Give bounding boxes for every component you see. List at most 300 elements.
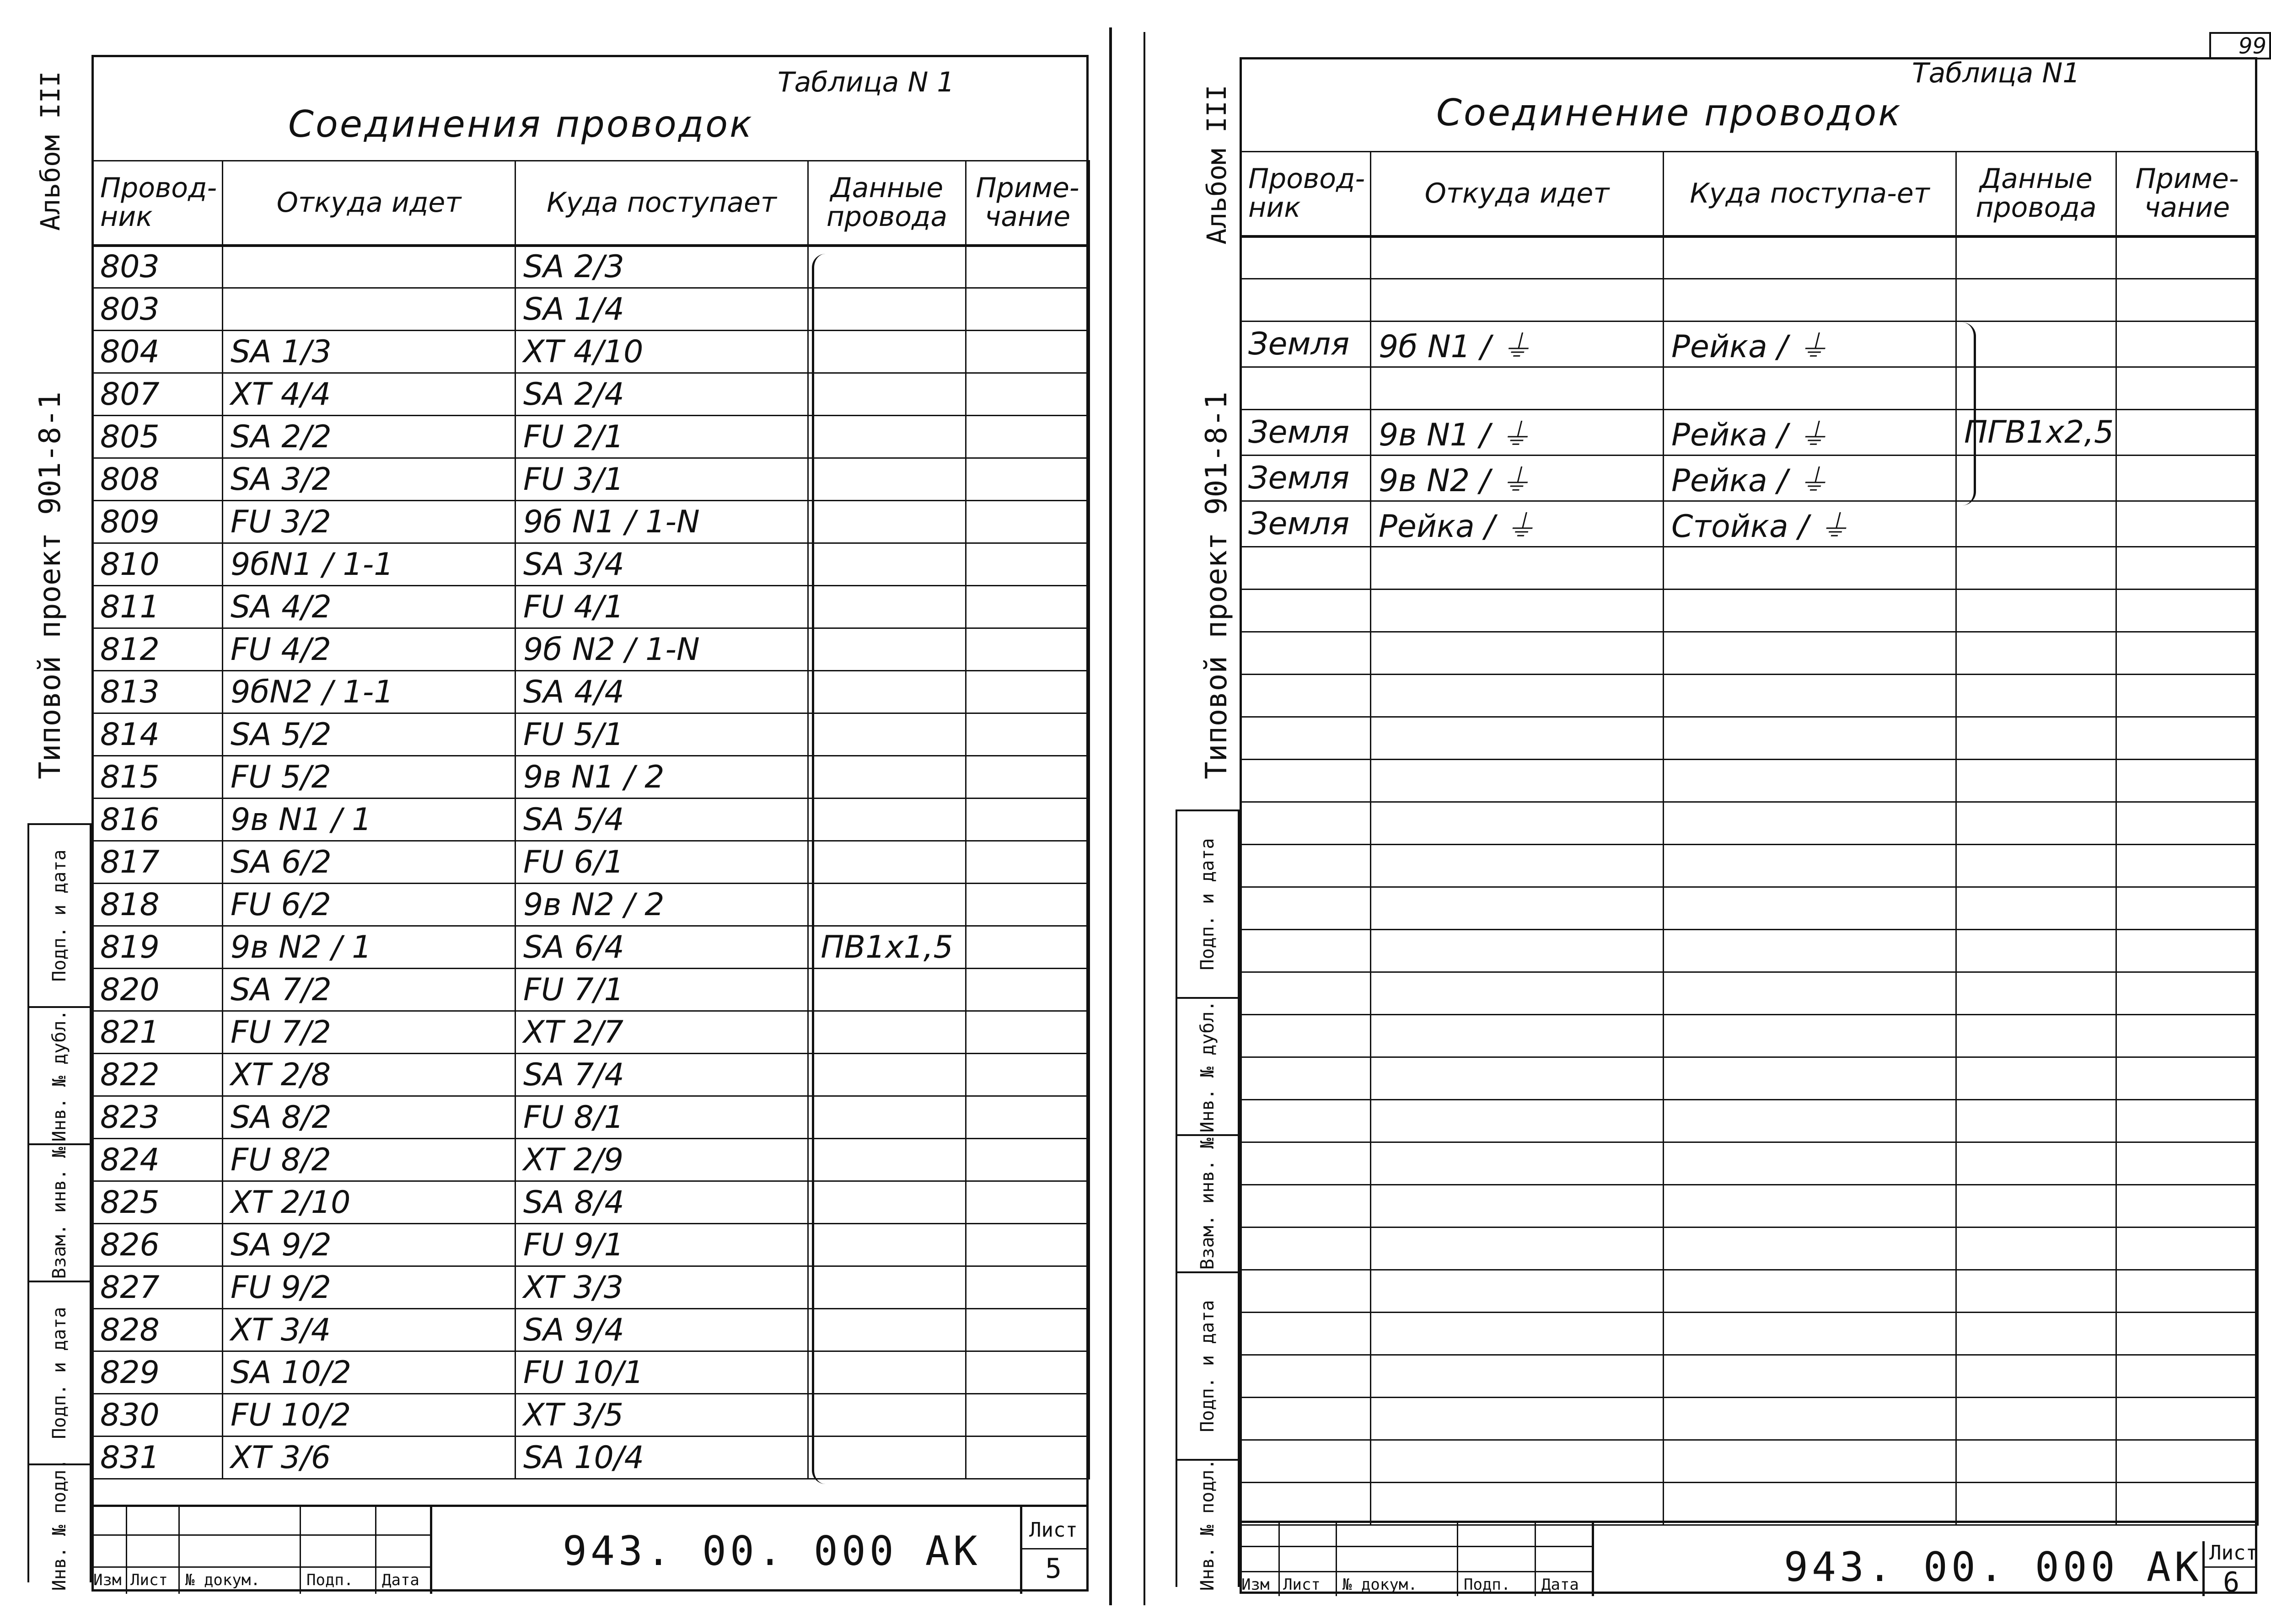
wire-cell [1240, 632, 1371, 675]
wire-cell: 829 [92, 1351, 223, 1394]
table-row [1240, 456, 2258, 501]
table-row [92, 543, 1090, 586]
note-cell [2116, 501, 2258, 547]
from-cell: 9бN1 / 1-1 [223, 543, 515, 586]
note-cell [966, 246, 1090, 288]
table-row [92, 969, 1090, 1011]
wire-cell: 818 [92, 884, 223, 926]
data-cell [1956, 1440, 2116, 1483]
table-row [92, 1011, 1090, 1054]
table-row [1240, 632, 2258, 675]
left-sheet [0, 0, 1098, 1624]
to-cell: XT 4/10 [515, 331, 808, 373]
from-cell: 9в N2 / 1 [223, 926, 515, 969]
from-cell: SA 2/2 [223, 416, 515, 458]
title-block-line [1240, 1546, 1592, 1547]
stamp-caption: Дата [382, 1571, 419, 1589]
wire-cell [1240, 367, 1371, 410]
to-cell: SA 10/4 [515, 1436, 808, 1479]
wire-cell [1240, 1015, 1371, 1057]
stamp-caption: Лист [1283, 1576, 1321, 1594]
sheet-label: Лист [1029, 1518, 1078, 1542]
from-cell [1371, 675, 1664, 717]
note-cell [2116, 1185, 2258, 1227]
to-cell: Стойка / ⏚ [1664, 501, 1956, 547]
from-cell: SA 10/2 [223, 1351, 515, 1394]
from-cell: XT 2/8 [223, 1054, 515, 1096]
note-cell [966, 458, 1090, 501]
to-cell: FU 9/1 [515, 1224, 808, 1266]
to-cell [1664, 717, 1956, 760]
from-cell [1371, 632, 1664, 675]
note-cell [2116, 845, 2258, 887]
note-cell [966, 416, 1090, 458]
table-row [92, 373, 1090, 416]
from-cell: FU 6/2 [223, 884, 515, 926]
wire-cell: 827 [92, 1266, 223, 1309]
note-cell [2116, 717, 2258, 760]
side-stamp-cell: Подп. и дата [1177, 811, 1238, 999]
wire-cell: 812 [92, 628, 223, 671]
to-cell: FU 3/1 [515, 458, 808, 501]
to-cell: XT 3/3 [515, 1266, 808, 1309]
to-cell: SA 9/4 [515, 1309, 808, 1351]
note-cell [2116, 1355, 2258, 1398]
to-cell: SA 7/4 [515, 1054, 808, 1096]
from-cell: SA 3/2 [223, 458, 515, 501]
data-brace [1955, 322, 1976, 505]
from-cell [1371, 802, 1664, 845]
to-cell [1664, 675, 1956, 717]
note-cell [2116, 1440, 2258, 1483]
table-row [1240, 1100, 2258, 1142]
wire-cell [1240, 930, 1371, 972]
document-number: 943. 00. 000 АК [1784, 1544, 2202, 1591]
table-row [92, 458, 1090, 501]
table-row [92, 1351, 1090, 1394]
album-label-strip [27, 55, 73, 247]
wire-cell: 810 [92, 543, 223, 586]
from-cell [1371, 972, 1664, 1015]
table-row [1240, 717, 2258, 760]
project-label: Типовой проект 901-8-1 [1200, 391, 1234, 779]
wire-cell [1240, 717, 1371, 760]
wire-cell [1240, 1057, 1371, 1100]
wire-cell [1240, 675, 1371, 717]
corner-page-number: 99 [2209, 32, 2271, 59]
title-block-line [430, 1507, 432, 1594]
from-cell: FU 5/2 [223, 756, 515, 799]
right-sheet [1144, 0, 2271, 1624]
to-cell [1664, 632, 1956, 675]
data-cell [1956, 1185, 2116, 1227]
note-cell [966, 1011, 1090, 1054]
note-cell [2116, 279, 2258, 322]
note-cell [2116, 1142, 2258, 1185]
wire-cell: 820 [92, 969, 223, 1011]
to-cell: SA 2/3 [515, 246, 808, 288]
title-block-line [1535, 1523, 1536, 1596]
from-cell: FU 9/2 [223, 1266, 515, 1309]
to-cell [1664, 1185, 1956, 1227]
to-cell: SA 5/4 [515, 799, 808, 841]
header-wire: Провод-ник [1240, 152, 1371, 236]
note-cell [966, 884, 1090, 926]
note-cell [966, 841, 1090, 884]
table-row [92, 926, 1090, 969]
table-row [92, 1394, 1090, 1436]
from-cell [1371, 887, 1664, 930]
sheet-divider [1109, 27, 1112, 1605]
wire-cell [1240, 1440, 1371, 1483]
note-cell [2116, 410, 2258, 456]
from-cell: XT 2/10 [223, 1181, 515, 1224]
note-cell [966, 373, 1090, 416]
data-cell [1956, 717, 2116, 760]
table-row [92, 671, 1090, 713]
note-cell [966, 331, 1090, 373]
note-cell [966, 1309, 1090, 1351]
header-to: Куда поступа-ет [1664, 152, 1956, 236]
to-cell: SA 2/4 [515, 373, 808, 416]
side-stamp-cell: Инв. № подл. [49, 1458, 70, 1591]
to-cell [1664, 930, 1956, 972]
note-cell [966, 543, 1090, 586]
data-cell [1956, 590, 2116, 632]
side-stamp [27, 823, 91, 1591]
wire-cell: 830 [92, 1394, 223, 1436]
wire-cell: 822 [92, 1054, 223, 1096]
header-to: Куда поступает [515, 161, 808, 246]
from-cell: XT 3/4 [223, 1309, 515, 1351]
from-cell [1371, 760, 1664, 802]
wire-cell [1240, 1185, 1371, 1227]
side-stamp-cell: Инв. № подл. [1197, 1458, 1218, 1591]
from-cell: 9в N2 / ⏚ [1371, 456, 1664, 501]
data-cell [1956, 236, 2116, 279]
to-cell: Рейка / ⏚ [1664, 322, 1956, 367]
data-cell [1956, 279, 2116, 322]
from-cell: FU 7/2 [223, 1011, 515, 1054]
note-cell [2116, 1313, 2258, 1355]
from-cell [1371, 1483, 1664, 1525]
to-cell [1664, 1227, 1956, 1270]
table-row [1240, 1270, 2258, 1313]
note-cell [2116, 590, 2258, 632]
table-row [92, 501, 1090, 543]
note-cell [2116, 632, 2258, 675]
to-cell: SA 3/4 [515, 543, 808, 586]
table-row [1240, 236, 2258, 279]
wire-cell [1240, 972, 1371, 1015]
title-block-line [126, 1507, 127, 1594]
table-row [1240, 322, 2258, 367]
table-row [1240, 279, 2258, 322]
header-data: Данные провода [1956, 152, 2116, 236]
from-cell: XT 3/6 [223, 1436, 515, 1479]
note-cell [966, 713, 1090, 756]
to-cell: Рейка / ⏚ [1664, 410, 1956, 456]
data-cell [1956, 1398, 2116, 1440]
from-cell [1371, 1313, 1664, 1355]
note-cell [966, 671, 1090, 713]
header-from: Откуда идет [223, 161, 515, 246]
wire-cell [1240, 1270, 1371, 1313]
data-cell [1956, 1270, 2116, 1313]
wire-cell: 803 [92, 288, 223, 331]
note-cell [2116, 322, 2258, 367]
table-row [92, 1436, 1090, 1479]
data-cell [1956, 972, 2116, 1015]
stamp-caption: Лист [130, 1571, 168, 1589]
side-stamp [1176, 809, 1240, 1591]
data-cell [1956, 930, 2116, 972]
wire-cell: Земля [1240, 456, 1371, 501]
note-cell [2116, 802, 2258, 845]
data-cell [1956, 1313, 2116, 1355]
data-cell [1956, 1100, 2116, 1142]
stamp-caption: № докум. [1342, 1576, 1417, 1594]
table-row [1240, 802, 2258, 845]
to-cell: 9б N2 / 1-N [515, 628, 808, 671]
data-cell [1956, 1483, 2116, 1525]
note-cell [2116, 547, 2258, 590]
to-cell [1664, 1483, 1956, 1525]
from-cell [1371, 1057, 1664, 1100]
table-row [92, 1266, 1090, 1309]
from-cell [1371, 717, 1664, 760]
to-cell: FU 4/1 [515, 586, 808, 628]
stamp-caption: Дата [1541, 1576, 1579, 1594]
table-row [92, 1096, 1090, 1139]
wire-cell: 815 [92, 756, 223, 799]
from-cell: Рейка / ⏚ [1371, 501, 1664, 547]
to-cell: FU 7/1 [515, 969, 808, 1011]
to-cell: FU 8/1 [515, 1096, 808, 1139]
note-cell [2116, 236, 2258, 279]
wire-cell: 809 [92, 501, 223, 543]
wire-cell: 813 [92, 671, 223, 713]
from-cell: SA 1/3 [223, 331, 515, 373]
title-block-line [178, 1507, 180, 1594]
from-cell [1371, 547, 1664, 590]
from-cell [1371, 1398, 1664, 1440]
to-cell [1664, 547, 1956, 590]
title-block-line [300, 1507, 301, 1594]
to-cell: 9в N2 / 2 [515, 884, 808, 926]
wire-cell: 805 [92, 416, 223, 458]
from-cell: SA 6/2 [223, 841, 515, 884]
table-row [1240, 590, 2258, 632]
wire-cell: 831 [92, 1436, 223, 1479]
side-stamp-cell: Инв. № дубл. [1177, 999, 1238, 1136]
table-row [1240, 1313, 2258, 1355]
table-title: Соединения проводок [288, 103, 754, 145]
data-cell [1956, 1057, 2116, 1100]
data-cell [1956, 1227, 2116, 1270]
to-cell [1664, 1100, 1956, 1142]
wire-cell: 817 [92, 841, 223, 884]
to-cell [1664, 887, 1956, 930]
table-row [92, 1054, 1090, 1096]
note-cell [2116, 972, 2258, 1015]
album-label: Альбом III [35, 71, 66, 231]
header-from: Откуда идет [1371, 152, 1664, 236]
from-cell: FU 4/2 [223, 628, 515, 671]
connections-table [91, 160, 1090, 1479]
table-row [92, 416, 1090, 458]
note-cell [966, 1224, 1090, 1266]
table-row [1240, 1015, 2258, 1057]
from-cell [1371, 1185, 1664, 1227]
from-cell [1371, 1015, 1664, 1057]
data-cell [1956, 845, 2116, 887]
table-row [92, 586, 1090, 628]
wire-cell: Земля [1240, 501, 1371, 547]
from-cell [223, 246, 515, 288]
wire-cell: 825 [92, 1181, 223, 1224]
table-row [1240, 1142, 2258, 1185]
table-row [1240, 1440, 2258, 1483]
to-cell [1664, 802, 1956, 845]
to-cell: FU 2/1 [515, 416, 808, 458]
note-cell [2116, 1483, 2258, 1525]
wire-cell: 803 [92, 246, 223, 288]
sheet-number: 5 [1045, 1553, 1062, 1585]
wire-cell: 828 [92, 1309, 223, 1351]
note-cell [966, 1139, 1090, 1181]
to-cell [1664, 1440, 1956, 1483]
from-cell [1371, 1440, 1664, 1483]
data-cell [1956, 887, 2116, 930]
table-row [1240, 675, 2258, 717]
stamp-caption: Подп. [306, 1571, 354, 1589]
note-cell [966, 1181, 1090, 1224]
wire-cell [1240, 1100, 1371, 1142]
to-cell [1664, 236, 1956, 279]
from-cell [1371, 1142, 1664, 1185]
side-stamp-cell: Взам. инв. № [1177, 1136, 1238, 1273]
table-title: Соединение проводок [1436, 91, 1902, 134]
note-cell [2116, 760, 2258, 802]
table-number: Таблица N1 [1912, 57, 2080, 89]
connections-table [1240, 151, 2259, 1526]
wire-cell: 807 [92, 373, 223, 416]
from-cell [223, 288, 515, 331]
note-cell [2116, 930, 2258, 972]
from-cell [1371, 845, 1664, 887]
wire-cell: 826 [92, 1224, 223, 1266]
from-cell [1371, 590, 1664, 632]
wire-cell: 816 [92, 799, 223, 841]
table-row [1240, 367, 2258, 410]
note-cell [2116, 1100, 2258, 1142]
data-brace [812, 254, 832, 1484]
data-cell [1956, 802, 2116, 845]
wire-cell [1240, 887, 1371, 930]
wire-cell: 821 [92, 1011, 223, 1054]
table-row [92, 1224, 1090, 1266]
data-cell [1956, 1142, 2116, 1185]
table-row [1240, 1057, 2258, 1100]
to-cell [1664, 760, 1956, 802]
to-cell: 9в N1 / 2 [515, 756, 808, 799]
title-block-line [1020, 1548, 1089, 1549]
wire-cell [1240, 760, 1371, 802]
from-cell: 9в N1 / ⏚ [1371, 410, 1664, 456]
to-cell [1664, 972, 1956, 1015]
table-row [1240, 1227, 2258, 1270]
wire-cell [1240, 802, 1371, 845]
table-row [92, 713, 1090, 756]
stamp-caption: Изм [93, 1571, 122, 1589]
from-cell: SA 9/2 [223, 1224, 515, 1266]
table-row [1240, 972, 2258, 1015]
from-cell [1371, 1227, 1664, 1270]
sheet-number: 6 [2223, 1566, 2240, 1598]
data-cell [1956, 547, 2116, 590]
from-cell: SA 4/2 [223, 586, 515, 628]
note-cell [966, 969, 1090, 1011]
title-block-line [91, 1566, 430, 1568]
table-row [92, 331, 1090, 373]
note-cell [2116, 887, 2258, 930]
header-wire: Провод-ник [92, 161, 223, 246]
title-block-line [1020, 1507, 1022, 1594]
data-cell [1956, 1015, 2116, 1057]
to-cell: FU 5/1 [515, 713, 808, 756]
note-cell [966, 501, 1090, 543]
note-cell [2116, 1057, 2258, 1100]
wire-cell: 819 [92, 926, 223, 969]
to-cell: SA 4/4 [515, 671, 808, 713]
table-row [92, 288, 1090, 331]
table-row [92, 1181, 1090, 1224]
note-cell [966, 1054, 1090, 1096]
title-block-line [2202, 1541, 2205, 1596]
wire-cell [1240, 1483, 1371, 1525]
to-cell [1664, 367, 1956, 410]
note-cell [2116, 367, 2258, 410]
project-label-strip [27, 357, 73, 814]
table-number: Таблица N 1 [778, 66, 955, 98]
wire-cell [1240, 845, 1371, 887]
title-block-line [1457, 1523, 1458, 1596]
side-stamp-cell: Взам. инв. № [29, 1145, 90, 1282]
header-data: Данные провода [808, 161, 966, 246]
stamp-caption: Подп. [1464, 1576, 1511, 1594]
header-note: Приме-чание [966, 161, 1090, 246]
table-row [1240, 1398, 2258, 1440]
table-row [1240, 845, 2258, 887]
table-row [1240, 1355, 2258, 1398]
data-cell [1956, 367, 2116, 410]
table-row [92, 799, 1090, 841]
from-cell: SA 8/2 [223, 1096, 515, 1139]
wire-cell [1240, 1355, 1371, 1398]
from-cell [1371, 930, 1664, 972]
album-label: Альбом III [1201, 85, 1232, 245]
table-row [92, 756, 1090, 799]
to-cell: SA 1/4 [515, 288, 808, 331]
title-block-line [375, 1507, 376, 1594]
wire-cell: 808 [92, 458, 223, 501]
title-block [91, 1505, 1089, 1594]
data-cell: ПВ1х1,5 [808, 926, 966, 969]
table-row [1240, 1483, 2258, 1525]
from-cell: 9бN2 / 1-1 [223, 671, 515, 713]
table-row [1240, 501, 2258, 547]
